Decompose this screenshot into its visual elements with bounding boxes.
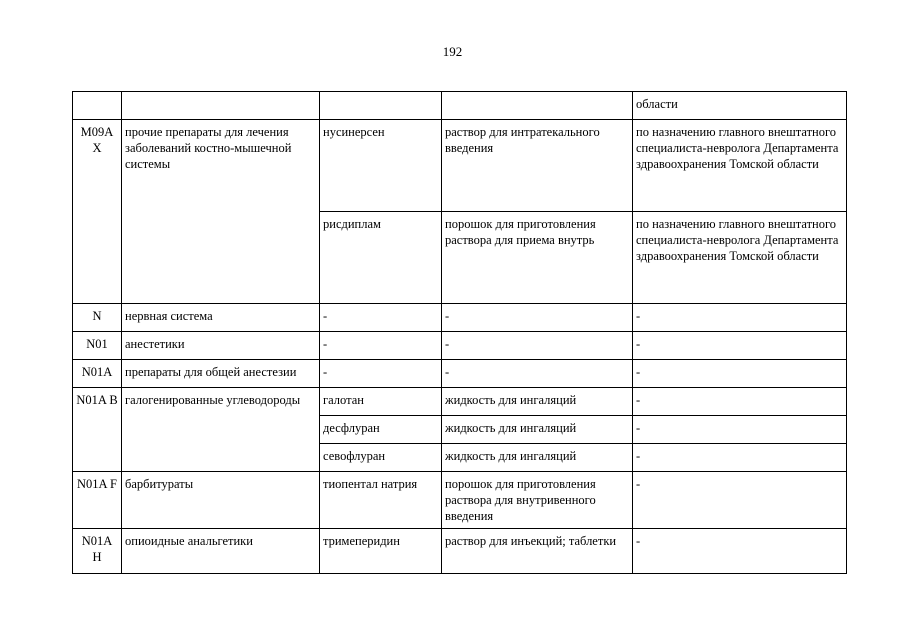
table-row [73, 388, 847, 416]
drug-cell: - [320, 332, 442, 360]
form-cell: - [442, 360, 633, 388]
drug-cell [320, 92, 442, 120]
atc-code-cell: N01A F [73, 472, 122, 529]
table-row [73, 472, 847, 529]
atc-code-cell: N01A [73, 360, 122, 388]
form-cell: раствор для инъекций; таблетки [442, 529, 633, 574]
group-cell: анестетики [122, 332, 320, 360]
drug-cell: галотан [320, 388, 442, 416]
group-cell: галогенированные углеводороды [122, 388, 320, 472]
drug-table [72, 91, 847, 574]
drug-cell: десфлуран [320, 416, 442, 444]
drug-cell: - [320, 360, 442, 388]
condition-cell: - [633, 360, 847, 388]
form-cell: порошок для приготовления раствора для приема внутрь [442, 212, 633, 304]
form-cell: жидкость для ингаляций [442, 388, 633, 416]
table-row [73, 332, 847, 360]
atc-code-cell: N01 [73, 332, 122, 360]
drug-cell: - [320, 304, 442, 332]
drug-cell: тиопентал натрия [320, 472, 442, 529]
drug-cell: севофлуран [320, 444, 442, 472]
table-row [73, 304, 847, 332]
form-cell: - [442, 304, 633, 332]
condition-cell: - [633, 472, 847, 529]
condition-cell: - [633, 332, 847, 360]
group-cell: препараты для общей анестезии [122, 360, 320, 388]
condition-cell: - [633, 304, 847, 332]
table-row [73, 529, 847, 574]
table-row [73, 360, 847, 388]
atc-code-cell: N [73, 304, 122, 332]
form-cell: раствор для интратекального введения [442, 120, 633, 212]
atc-code-cell: N01A H [73, 529, 122, 574]
group-cell: нервная система [122, 304, 320, 332]
condition-cell: по назначению главного внештатного специалиста-невролога Департамента здравоохранения Томской области [633, 212, 847, 304]
condition-cell: области [633, 92, 847, 120]
condition-cell: по назначению главного внештатного специалиста-невролога Департамента здравоохранения Томской области [633, 120, 847, 212]
form-cell: порошок для приготовления раствора для внутривенного введения [442, 472, 633, 529]
table-row [73, 92, 847, 120]
atc-code-cell: N01A B [73, 388, 122, 472]
drug-cell: рисдиплам [320, 212, 442, 304]
form-cell: жидкость для ингаляций [442, 416, 633, 444]
drug-cell: тримеперидин [320, 529, 442, 574]
group-cell: барбитураты [122, 472, 320, 529]
group-cell [122, 92, 320, 120]
atc-code-cell: M09A X [73, 120, 122, 304]
form-cell [442, 92, 633, 120]
page-number: 192 [442, 44, 463, 59]
form-cell: - [442, 332, 633, 360]
group-cell: опиоидные анальгетики [122, 529, 320, 574]
atc-code-cell [73, 92, 122, 120]
condition-cell: - [633, 416, 847, 444]
drug-cell: нусинерсен [320, 120, 442, 212]
condition-cell: - [633, 444, 847, 472]
table-row [73, 120, 847, 212]
group-cell: прочие препараты для лечения заболеваний костно-мышечной системы [122, 120, 320, 304]
condition-cell: - [633, 388, 847, 416]
condition-cell: - [633, 529, 847, 574]
form-cell: жидкость для ингаляций [442, 444, 633, 472]
